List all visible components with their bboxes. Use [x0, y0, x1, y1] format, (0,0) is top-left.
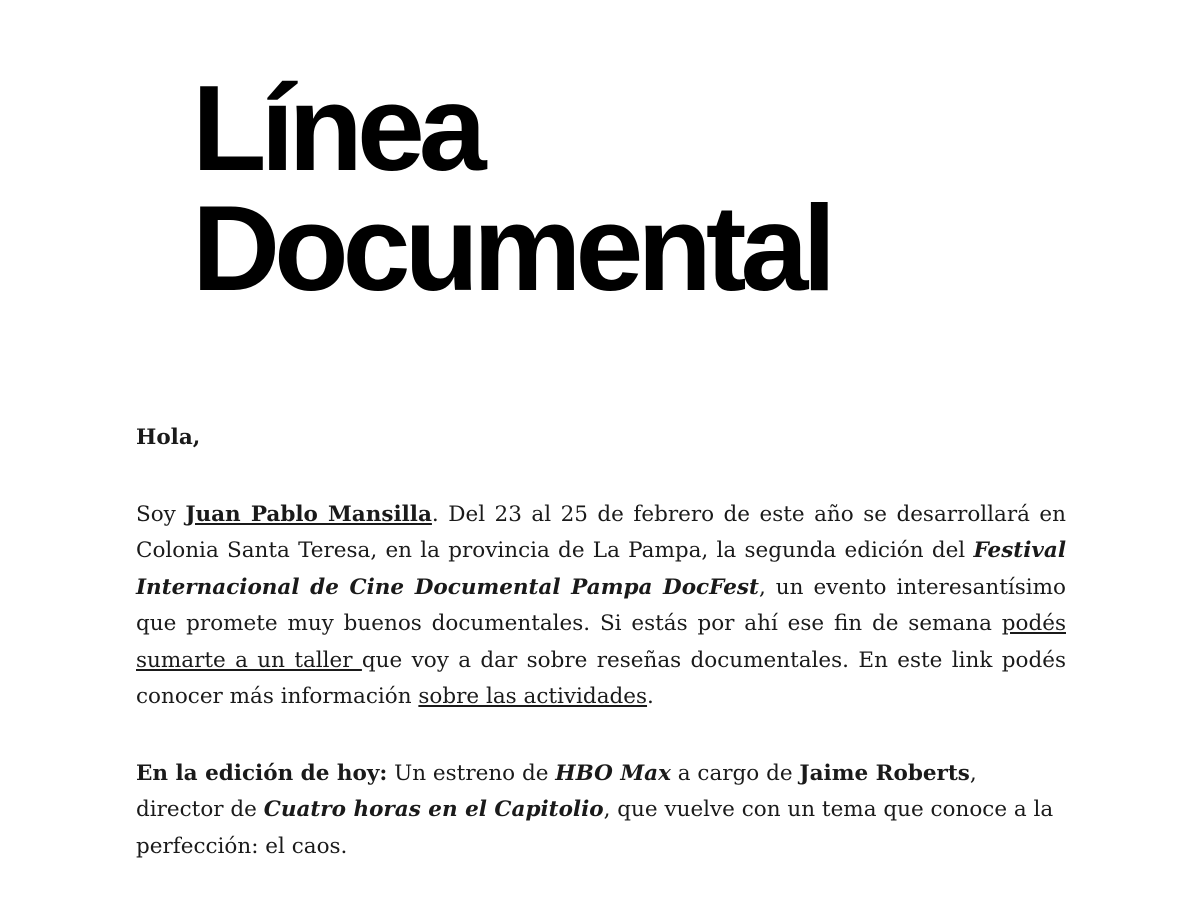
greeting-text: Hola,: [136, 425, 201, 450]
intro-text-3: , un evento interesantísimo que promete muy buenos documentales. Si estás por ahí ese fin de semana: [136, 574, 1066, 636]
greeting: [136, 420, 1066, 457]
logo-line-2: Documental: [192, 180, 831, 316]
platform-name: HBO Max: [555, 760, 671, 786]
director-name: Jaime Roberts: [799, 760, 970, 786]
today-label: En la edición de hoy:: [136, 760, 388, 786]
intro-text-2: . Del 23 al 25 de febrero de este año se desarrollará en Colonia Santa Teresa, en la provincia de La Pampa, la segunda edición del: [136, 501, 1067, 563]
film-title: Cuatro horas en el Capitolio: [263, 797, 604, 822]
workshop-link[interactable]: podés sumarte a un taller: [136, 611, 1066, 673]
email-body: [136, 420, 1066, 865]
activities-link[interactable]: sobre las actividades: [418, 684, 648, 709]
logo-line-1: Línea: [192, 60, 481, 196]
newsletter-logo: [192, 60, 831, 316]
today-text-4: , que vuelve con un tema que conoce a la perfección: el caos.: [136, 797, 1054, 859]
today-text-1: Un estreno de: [387, 760, 556, 786]
intro-paragraph: [136, 497, 1066, 716]
today-text-3: , director de: [136, 760, 977, 822]
intro-text-5: .: [647, 684, 654, 709]
intro-text-4: que voy a dar sobre reseñas documentales. En este link podés conocer más información: [136, 647, 1066, 709]
today-paragraph: [136, 756, 1066, 866]
festival-name: Festival Internacional de Cine Documental Pampa DocFest: [136, 538, 1066, 600]
intro-text-1: Soy: [136, 501, 186, 527]
today-text-2: a cargo de: [670, 760, 800, 786]
author-link[interactable]: Juan Pablo Mansilla: [185, 501, 432, 527]
